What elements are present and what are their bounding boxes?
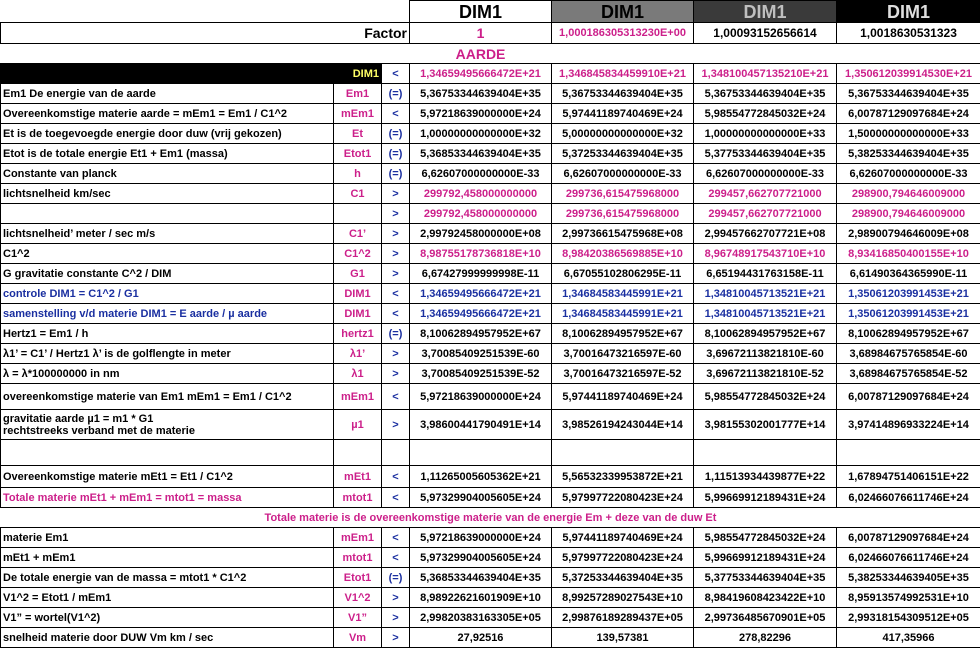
row-unit: G1 <box>334 264 382 284</box>
row-value-3[interactable]: 5,99669912189431E+24 <box>694 548 837 568</box>
row-description: materie Em1 <box>1 528 334 548</box>
table-row <box>1 324 980 344</box>
row-value-2[interactable]: 139,57381 <box>552 628 694 648</box>
row-value-1[interactable]: 5,36853344639404E+35 <box>410 144 552 164</box>
row-unit: hertz1 <box>334 324 382 344</box>
row-value-2[interactable]: 3,70016473216597E-52 <box>552 364 694 384</box>
data-rows-2 <box>1 466 980 508</box>
column-header-2[interactable]: DIM1 <box>552 1 694 23</box>
row-symbol: > <box>382 344 410 364</box>
row-value-3[interactable]: 3,69672113821810E-60 <box>694 344 837 364</box>
row-value-3[interactable]: 5,98554772845032E+24 <box>694 528 837 548</box>
row-unit: Etot1 <box>334 144 382 164</box>
row-value-1[interactable]: 3,70085409251539E-52 <box>410 364 552 384</box>
table-row <box>1 588 980 608</box>
row-symbol: < <box>382 104 410 124</box>
row-value-4[interactable]: 2,99318154309512E+05 <box>837 608 980 628</box>
gravity-desc-line1: gravitatie aarde µ1 = m1 * G1 <box>3 412 154 425</box>
row-value-4[interactable]: 1,67894751406151E+22 <box>837 466 980 488</box>
table-row <box>1 244 980 264</box>
row-description: λ1’ = C1’ / Hertz1 λ’ is de golflengte in meter <box>1 344 334 364</box>
row-value-4[interactable]: 298900,794646009000 <box>837 204 980 224</box>
row-symbol: (=) <box>382 84 410 104</box>
row-symbol: < <box>382 528 410 548</box>
row-value-1[interactable]: 299792,458000000000 <box>410 204 552 224</box>
row-unit: mEt1 <box>334 466 382 488</box>
empty-cell <box>552 440 694 466</box>
table-row <box>1 144 980 164</box>
column-header-3[interactable]: DIM1 <box>694 1 837 23</box>
row-value-4[interactable]: 1,50000000000000E+33 <box>837 124 980 144</box>
row-value-4[interactable]: 5,36753344639404E+35 <box>837 84 980 104</box>
row-unit: mEm1 <box>334 384 382 410</box>
row-description: mEt1 + mEm1 <box>1 548 334 568</box>
row-value-2[interactable]: 1,34684583445991E+21 <box>552 284 694 304</box>
row-value-2[interactable]: 2,99736615475968E+08 <box>552 224 694 244</box>
row-value-3[interactable]: 1,34810045713521E+21 <box>694 304 837 324</box>
empty-header-cell <box>1 1 410 23</box>
row-value-3[interactable]: 5,37753344639404E+35 <box>694 568 837 588</box>
row-unit: λ1’ <box>334 344 382 364</box>
row-value-3[interactable]: 299457,662707721000 <box>694 184 837 204</box>
row-value-2[interactable]: 8,10062894957952E+67 <box>552 324 694 344</box>
row-unit: mtot1 <box>334 548 382 568</box>
row-value-1[interactable]: 2,99792458000000E+08 <box>410 224 552 244</box>
row-symbol: (=) <box>382 124 410 144</box>
table-row <box>1 84 980 104</box>
row-description: samenstelling v/d materie DIM1 = E aarde / µ aarde <box>1 304 334 324</box>
table-row <box>1 488 980 508</box>
row-unit <box>334 204 382 224</box>
row-value-4[interactable]: 8,95913574992531E+10 <box>837 588 980 608</box>
row-value-3[interactable]: 5,98554772845032E+24 <box>694 384 837 410</box>
row-description: C1^2 <box>1 244 334 264</box>
row-description: lichtsnelheid’ meter / sec m/s <box>1 224 334 244</box>
table-row <box>1 204 980 224</box>
row-value-4[interactable]: 417,35966 <box>837 628 980 648</box>
row-value-2[interactable]: 2,99876189289437E+05 <box>552 608 694 628</box>
row-symbol: (=) <box>382 568 410 588</box>
row-unit: DIM1 <box>334 304 382 324</box>
table-row <box>1 628 980 648</box>
row-value-4[interactable]: 8,10062894957952E+67 <box>837 324 980 344</box>
row-value-1[interactable]: 8,98922621601909E+10 <box>410 588 552 608</box>
row-value-4[interactable]: 298900,794646009000 <box>837 184 980 204</box>
row-unit: λ1 <box>334 364 382 384</box>
row-value-3[interactable]: 3,69672113821810E-52 <box>694 364 837 384</box>
row-value-2[interactable]: 5,37253344639404E+35 <box>552 144 694 164</box>
table-row <box>1 568 980 588</box>
row-value-4[interactable]: 1,35061203991453E+21 <box>837 284 980 304</box>
row-value-2[interactable]: 1,34684583445991E+21 <box>552 304 694 324</box>
dim-row-symbol: < <box>382 64 410 84</box>
table-row <box>1 304 980 324</box>
empty-cell <box>382 440 410 466</box>
row-value-1[interactable]: 2,99820383163305E+05 <box>410 608 552 628</box>
row-description <box>1 204 334 224</box>
gravity-value-2[interactable]: 3,98526194243044E+14 <box>552 410 694 440</box>
row-value-3[interactable]: 278,82296 <box>694 628 837 648</box>
row-value-3[interactable]: 5,36753344639404E+35 <box>694 84 837 104</box>
row-description: G gravitatie constante C^2 / DIM <box>1 264 334 284</box>
row-value-4[interactable]: 8,93416850400155E+10 <box>837 244 980 264</box>
row-description: λ = λ*100000000 in nm <box>1 364 334 384</box>
aarde-label: AARDE <box>455 45 506 62</box>
row-unit: C1’ <box>334 224 382 244</box>
dim-value-4[interactable]: 1,350612039914530E+21 <box>837 64 980 84</box>
table-row <box>1 466 980 488</box>
row-value-2[interactable]: 299736,615475968000 <box>552 184 694 204</box>
factor-label: Factor <box>1 23 410 44</box>
row-value-4[interactable]: 5,38253344639405E+35 <box>837 568 980 588</box>
row-value-1[interactable]: 5,36753344639404E+35 <box>410 84 552 104</box>
row-symbol: (=) <box>382 144 410 164</box>
empty-cell <box>694 440 837 466</box>
row-description: Overeenkomstige materie mEt1 = Et1 / C1^2 <box>1 466 334 488</box>
row-symbol: (=) <box>382 164 410 184</box>
row-value-1[interactable]: 5,97218639000000E+24 <box>410 104 552 124</box>
row-value-3[interactable]: 2,99457662707721E+08 <box>694 224 837 244</box>
table-row <box>1 184 980 204</box>
row-description: lichtsnelheid km/sec <box>1 184 334 204</box>
row-value-3[interactable]: 5,99669912189431E+24 <box>694 488 837 508</box>
row-value-2[interactable]: 299736,615475968000 <box>552 204 694 224</box>
row-value-1[interactable]: 6,62607000000000E-33 <box>410 164 552 184</box>
row-value-1[interactable]: 5,97329904005605E+24 <box>410 488 552 508</box>
row-symbol: > <box>382 204 410 224</box>
empty-cell <box>410 440 552 466</box>
row-unit: C1 <box>334 184 382 204</box>
row-value-2[interactable]: 5,97997722080423E+24 <box>552 488 694 508</box>
data-rows-3 <box>1 528 980 648</box>
row-symbol: > <box>382 224 410 244</box>
row-symbol: (=) <box>382 324 410 344</box>
row-description: Constante van planck <box>1 164 334 184</box>
row-value-1[interactable]: 5,97218639000000E+24 <box>410 528 552 548</box>
row-unit: C1^2 <box>334 244 382 264</box>
table-row <box>1 548 980 568</box>
row-value-4[interactable]: 6,00787129097684E+24 <box>837 104 980 124</box>
row-value-2[interactable]: 8,98420386569885E+10 <box>552 244 694 264</box>
gravity-value-4[interactable]: 3,97414896933224E+14 <box>837 410 980 440</box>
table-row <box>1 164 980 184</box>
row-value-3[interactable]: 1,11513934439877E+22 <box>694 466 837 488</box>
row-value-3[interactable]: 8,10062894957952E+67 <box>694 324 837 344</box>
row-value-1[interactable]: 8,98755178736818E+10 <box>410 244 552 264</box>
row-unit: Em1 <box>334 84 382 104</box>
row-value-4[interactable]: 6,00787129097684E+24 <box>837 528 980 548</box>
row-value-4[interactable]: 3,68984675765854E-60 <box>837 344 980 364</box>
row-value-2[interactable]: 5,97997722080423E+24 <box>552 548 694 568</box>
row-value-4[interactable]: 6,62607000000000E-33 <box>837 164 980 184</box>
row-value-3[interactable]: 299457,662707721000 <box>694 204 837 224</box>
gravity-value-3[interactable]: 3,98155302001777E+14 <box>694 410 837 440</box>
row-value-4[interactable]: 6,02466076611746E+24 <box>837 488 980 508</box>
factor-value-4[interactable]: 1,0018630531323 <box>837 23 980 44</box>
column-header-4[interactable]: DIM1 <box>837 1 980 23</box>
row-value-4[interactable]: 5,38253344639404E+35 <box>837 144 980 164</box>
row-value-3[interactable]: 6,62607000000000E-33 <box>694 164 837 184</box>
gravity-value-1[interactable]: 3,98600441790491E+14 <box>410 410 552 440</box>
empty-cell <box>1 44 410 64</box>
row-description: controle DIM1 = C1^2 / G1 <box>1 284 334 304</box>
row-unit: Et <box>334 124 382 144</box>
row-value-1[interactable]: 3,70085409251539E-60 <box>410 344 552 364</box>
row-description: De totale energie van de massa = mtot1 * C1^2 <box>1 568 334 588</box>
gravity-desc-line2: rechtstreeks verband met de materie <box>3 424 195 437</box>
row-symbol: > <box>382 264 410 284</box>
row-description: Hertz1 = Em1 / h <box>1 324 334 344</box>
row-symbol: > <box>382 588 410 608</box>
table-row <box>1 384 980 410</box>
factor-value-2[interactable]: 1,000186305313230E+00 <box>552 23 694 44</box>
row-value-1[interactable]: 1,34659495666472E+21 <box>410 284 552 304</box>
row-value-2[interactable]: 5,00000000000000E+32 <box>552 124 694 144</box>
row-value-4[interactable]: 1,35061203991453E+21 <box>837 304 980 324</box>
row-value-2[interactable]: 5,56532339953872E+21 <box>552 466 694 488</box>
table-row <box>1 284 980 304</box>
row-unit: mtot1 <box>334 488 382 508</box>
dim-value-1[interactable]: 1,34659495666472E+21 <box>410 64 552 84</box>
row-unit: mEm1 <box>334 104 382 124</box>
row-description: V1” = wortel(V1^2) <box>1 608 334 628</box>
row-value-1[interactable]: 5,97218639000000E+24 <box>410 384 552 410</box>
empty-cell <box>334 440 382 466</box>
row-value-4[interactable]: 6,00787129097684E+24 <box>837 384 980 410</box>
table-row <box>1 124 980 144</box>
row-symbol: < <box>382 548 410 568</box>
row-value-1[interactable]: 5,97329904005605E+24 <box>410 548 552 568</box>
dim-value-3[interactable]: 1,348100457135210E+21 <box>694 64 837 84</box>
row-value-1[interactable]: 1,00000000000000E+32 <box>410 124 552 144</box>
row-value-1[interactable]: 8,10062894957952E+67 <box>410 324 552 344</box>
gravity-symbol: > <box>382 410 410 440</box>
note-text: Totale materie is de overeenkomstige materie van de energie Em + deze van de duw Et <box>1 508 980 528</box>
row-description: snelheid materie door DUW Vm km / sec <box>1 628 334 648</box>
row-value-2[interactable]: 8,99257289027543E+10 <box>552 588 694 608</box>
row-symbol: < <box>382 284 410 304</box>
table-row <box>1 264 980 284</box>
row-value-1[interactable]: 1,34659495666472E+21 <box>410 304 552 324</box>
row-value-3[interactable]: 5,37753344639404E+35 <box>694 144 837 164</box>
row-description: Em1 De energie van de aarde <box>1 84 334 104</box>
row-value-4[interactable]: 6,02466076611746E+24 <box>837 548 980 568</box>
row-value-1[interactable]: 27,92516 <box>410 628 552 648</box>
row-value-3[interactable]: 2,99736485670901E+05 <box>694 608 837 628</box>
table-row <box>1 608 980 628</box>
row-value-2[interactable]: 3,70016473216597E-60 <box>552 344 694 364</box>
dim-value-2[interactable]: 1,346845834459910E+21 <box>552 64 694 84</box>
empty-cell <box>1 440 334 466</box>
row-value-4[interactable]: 3,68984675765854E-52 <box>837 364 980 384</box>
row-value-3[interactable]: 8,98419608423422E+10 <box>694 588 837 608</box>
row-description: V1^2 = Etot1 / mEm1 <box>1 588 334 608</box>
row-symbol: < <box>382 384 410 410</box>
row-description: Etot is de totale energie Et1 + Em1 (massa) <box>1 144 334 164</box>
column-header-1[interactable]: DIM1 <box>410 1 552 23</box>
row-value-1[interactable]: 1,11265005605362E+21 <box>410 466 552 488</box>
empty-cell <box>552 44 980 64</box>
row-unit: mEm1 <box>334 528 382 548</box>
dim-row-label: DIM1 <box>1 64 382 84</box>
row-value-1[interactable]: 299792,458000000000 <box>410 184 552 204</box>
row-symbol: > <box>382 628 410 648</box>
row-description: overeenkomstige materie van Em1 mEm1 = Em1 / C1^2 <box>1 384 334 410</box>
row-value-3[interactable]: 1,34810045713521E+21 <box>694 284 837 304</box>
row-symbol: < <box>382 304 410 324</box>
table-row <box>1 344 980 364</box>
gravity-unit: µ1 <box>334 410 382 440</box>
row-value-1[interactable]: 5,36853344639404E+35 <box>410 568 552 588</box>
row-unit: DIM1 <box>334 284 382 304</box>
row-unit: V1^2 <box>334 588 382 608</box>
table-row <box>1 104 980 124</box>
table-row <box>1 528 980 548</box>
row-value-3[interactable]: 5,98554772845032E+24 <box>694 104 837 124</box>
row-unit: Etot1 <box>334 568 382 588</box>
row-value-1[interactable]: 6,67427999999998E-11 <box>410 264 552 284</box>
row-value-4[interactable]: 6,61490364365990E-11 <box>837 264 980 284</box>
row-value-2[interactable]: 6,62607000000000E-33 <box>552 164 694 184</box>
row-value-2[interactable]: 5,97441189740469E+24 <box>552 104 694 124</box>
row-symbol: > <box>382 364 410 384</box>
factor-value-3[interactable]: 1,00093152656614 <box>694 23 837 44</box>
row-value-2[interactable]: 5,97441189740469E+24 <box>552 528 694 548</box>
row-value-2[interactable]: 5,97441189740469E+24 <box>552 384 694 410</box>
data-rows-1 <box>1 84 980 410</box>
row-description: Totale materie mEt1 + mEm1 = mtot1 = massa <box>1 488 334 508</box>
row-symbol: > <box>382 244 410 264</box>
row-unit: Vm <box>334 628 382 648</box>
row-value-3[interactable]: 8,96748917543710E+10 <box>694 244 837 264</box>
row-description: Et is de toegevoegde energie door duw (vrij gekozen) <box>1 124 334 144</box>
row-description: Overeenkomstige materie aarde = mEm1 = Em1 / C1^2 <box>1 104 334 124</box>
row-value-3[interactable]: 6,65194431763158E-11 <box>694 264 837 284</box>
row-symbol: > <box>382 608 410 628</box>
table-row <box>1 364 980 384</box>
empty-cell <box>837 440 980 466</box>
row-symbol: < <box>382 466 410 488</box>
row-value-3[interactable]: 1,00000000000000E+33 <box>694 124 837 144</box>
row-value-2[interactable]: 5,37253344639404E+35 <box>552 568 694 588</box>
row-value-4[interactable]: 2,98900794646009E+08 <box>837 224 980 244</box>
table-row <box>1 224 980 244</box>
factor-value-1[interactable]: 1 <box>410 23 552 44</box>
row-unit: h <box>334 164 382 184</box>
row-value-2[interactable]: 5,36753344639404E+35 <box>552 84 694 104</box>
gravity-row-desc <box>1 410 334 440</box>
row-value-2[interactable]: 6,67055102806295E-11 <box>552 264 694 284</box>
row-symbol: > <box>382 184 410 204</box>
row-unit: V1” <box>334 608 382 628</box>
row-symbol: < <box>382 488 410 508</box>
